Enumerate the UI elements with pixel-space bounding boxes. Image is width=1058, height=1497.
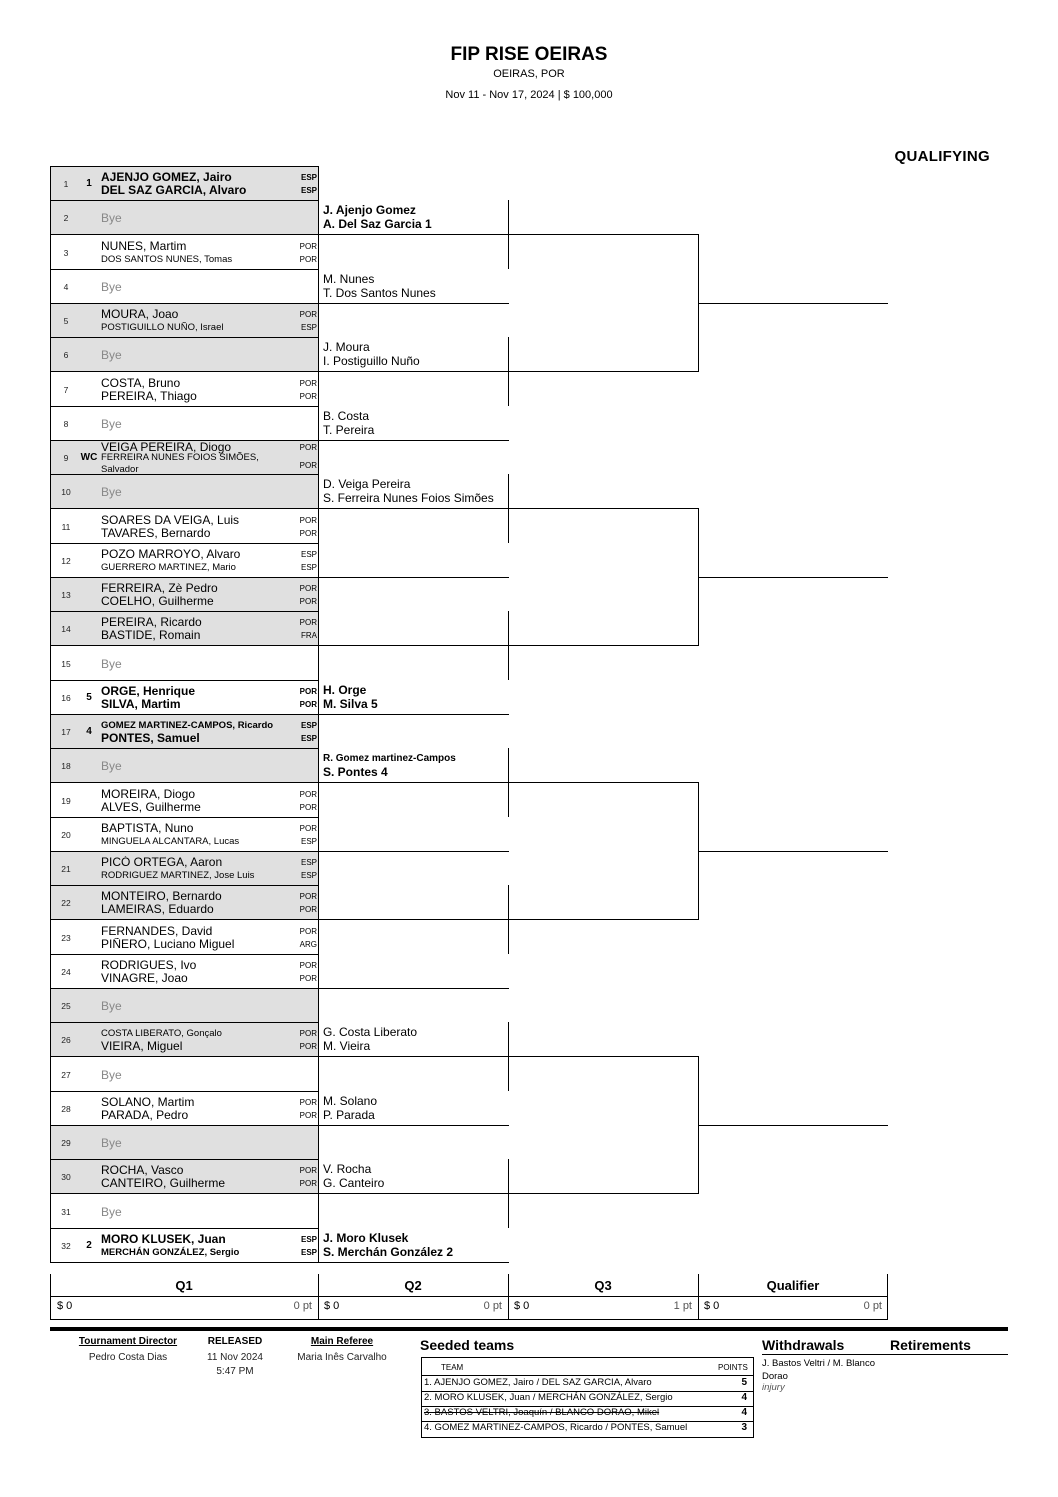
player-name: PEREIRA, Ricardo bbox=[101, 616, 202, 630]
player-name: RODRIGUES, Ivo bbox=[101, 958, 197, 972]
draw-slot bbox=[51, 681, 318, 715]
footer-rule bbox=[50, 1327, 1008, 1331]
round2-team-line2: T. Pereira bbox=[323, 422, 375, 437]
player-country: ESP bbox=[300, 836, 317, 846]
player-name: VINAGRE, Joao bbox=[101, 971, 188, 985]
player-country: POR bbox=[299, 1097, 317, 1107]
slot-number: 3 bbox=[63, 247, 69, 258]
slot-number: 14 bbox=[61, 624, 71, 635]
player-country: POR bbox=[299, 254, 317, 264]
withdrawals-rule bbox=[762, 1354, 1008, 1355]
bracket-line bbox=[318, 577, 509, 578]
player-country: POR bbox=[299, 960, 317, 970]
seeded-team-header: TEAM bbox=[441, 1363, 464, 1372]
round2-team-line1: H. Orge bbox=[323, 682, 367, 697]
player-name: PEREIRA, Thiago bbox=[101, 389, 197, 403]
slot-number: 4 bbox=[63, 281, 69, 292]
player-name: CANTEIRO, Guilherme bbox=[101, 1177, 226, 1191]
player-name: AJENJO GOMEZ, Jairo bbox=[101, 171, 232, 184]
slot-number: 19 bbox=[61, 795, 71, 806]
draw-slot bbox=[51, 1195, 318, 1229]
draw-slot bbox=[51, 1126, 318, 1160]
slot-number: 7 bbox=[63, 384, 69, 395]
slot-number: 2 bbox=[63, 213, 69, 224]
bracket-line bbox=[318, 1262, 509, 1263]
draw-slot bbox=[51, 304, 318, 338]
slot-number: 17 bbox=[61, 727, 71, 737]
slot-number: 8 bbox=[63, 418, 69, 429]
slot-number: 32 bbox=[61, 1240, 71, 1251]
bracket-line bbox=[508, 1193, 699, 1194]
slot-number: 10 bbox=[61, 487, 71, 498]
bracket-line bbox=[318, 1125, 509, 1126]
player-country: ESP bbox=[300, 871, 317, 880]
bracket-line bbox=[698, 577, 888, 578]
player-name: MINGUELA ALCANTARA, Lucas bbox=[101, 835, 240, 847]
seeded-points-header: POINTS bbox=[718, 1363, 748, 1372]
bracket-line bbox=[508, 508, 699, 509]
round2-team-line2: S. Merchán González 2 bbox=[323, 1244, 454, 1259]
player-name: BASTIDE, Romain bbox=[101, 629, 201, 643]
player-country: POR bbox=[299, 378, 317, 388]
bracket-line bbox=[318, 234, 509, 235]
slot-number: 28 bbox=[61, 1103, 71, 1114]
slot-number: 29 bbox=[61, 1138, 71, 1148]
draw-slot bbox=[51, 201, 318, 235]
draw-slot bbox=[51, 338, 318, 372]
player-country: POR bbox=[299, 461, 317, 470]
draw-slot bbox=[51, 270, 318, 304]
player-name: COSTA LIBERATO, Gonçalo bbox=[101, 1028, 222, 1040]
player-country: ESP bbox=[300, 549, 317, 559]
player-name: PARADA, Pedro bbox=[101, 1108, 189, 1122]
bracket-line bbox=[318, 714, 509, 715]
draw-slot bbox=[51, 852, 318, 886]
player-country: POR bbox=[299, 443, 317, 452]
round2-team-line1: J. Ajenjo Gomez bbox=[323, 203, 416, 217]
slot-number: 24 bbox=[61, 966, 71, 977]
draw-slot bbox=[51, 818, 318, 852]
draw-slot bbox=[51, 1023, 318, 1057]
round2-team-line1: J. Moro Klusek bbox=[323, 1230, 409, 1245]
round2-team-line2: M. Silva 5 bbox=[323, 696, 378, 711]
player-name: ROCHA, Vasco bbox=[101, 1164, 184, 1178]
player-name: GOMEZ MARTINEZ-CAMPOS, Ricardo bbox=[101, 720, 274, 731]
player-name: MOURA, Joao bbox=[101, 308, 179, 321]
round-q1-name: Q1 bbox=[175, 1278, 193, 1293]
player-name: MERCHÁN GONZÁLEZ, Sergio bbox=[101, 1246, 240, 1258]
player-country: POR bbox=[299, 1179, 317, 1189]
draw-slot bbox=[51, 784, 318, 818]
seed-badge: 1 bbox=[86, 178, 92, 189]
seeded-team-points: 5 bbox=[741, 1377, 747, 1388]
player-country: ESP bbox=[300, 734, 317, 743]
round-qualifier-points: 0 pt bbox=[863, 1300, 882, 1312]
slot-number: 27 bbox=[61, 1069, 71, 1080]
player-name: POZO MARROYO, Alvaro bbox=[101, 547, 241, 561]
bracket-line bbox=[508, 1056, 699, 1057]
player-country: ESP bbox=[300, 323, 317, 332]
bracket-line bbox=[508, 234, 699, 235]
bracket-line bbox=[508, 645, 699, 646]
round2-team-line1: D. Veiga Pereira bbox=[323, 477, 411, 491]
bye-label: Bye bbox=[101, 1067, 122, 1082]
bye-label: Bye bbox=[101, 348, 122, 363]
round2-team-line2: T. Dos Santos Nunes bbox=[323, 285, 436, 300]
player-country: POR bbox=[299, 892, 317, 902]
bracket-line bbox=[318, 851, 509, 852]
round2-team-line1: G. Costa Liberato bbox=[323, 1025, 418, 1039]
player-name: PIÑERO, Luciano Miguel bbox=[101, 937, 235, 951]
player-country: POR bbox=[299, 584, 317, 593]
round2-team-line2: S. Pontes 4 bbox=[323, 765, 388, 779]
player-country: POR bbox=[299, 802, 317, 812]
tournament-location: OEIRAS, POR bbox=[493, 68, 565, 80]
seeded-team-points: 4 bbox=[741, 1392, 747, 1403]
player-country: POR bbox=[299, 973, 317, 983]
seed-badge: 5 bbox=[86, 691, 92, 703]
bracket-line bbox=[318, 782, 509, 783]
player-name: VEIGA PEREIRA, Diogo bbox=[101, 441, 232, 454]
bye-label: Bye bbox=[101, 1204, 122, 1219]
round2-team-line1: V. Rocha bbox=[323, 1162, 372, 1176]
player-country: POR bbox=[299, 699, 317, 709]
bracket-line bbox=[318, 303, 509, 304]
seeded-team-name: 3. BASTOS VELTRI, Joaquín / BLANCO DORAO, Mikel bbox=[424, 1407, 660, 1418]
draw-slot bbox=[51, 1160, 318, 1194]
seeded-team-name: 1. AJENJO GOMEZ, Jairo / DEL SAZ GARCIA, Alvaro bbox=[424, 1377, 652, 1388]
player-country: ARG bbox=[299, 939, 317, 949]
slot-number: 21 bbox=[61, 864, 71, 874]
released-date: 11 Nov 2024 bbox=[207, 1352, 263, 1363]
round-q1-money: $ 0 bbox=[57, 1300, 73, 1312]
bye-label: Bye bbox=[101, 1136, 122, 1150]
player-name: SOLANO, Martim bbox=[101, 1095, 195, 1109]
director-label: Tournament Director bbox=[78, 1336, 178, 1347]
seed-badge: 4 bbox=[86, 726, 92, 737]
player-name: COSTA, Bruno bbox=[101, 376, 181, 390]
slot-number: 18 bbox=[61, 761, 71, 772]
round-q3-name: Q3 bbox=[594, 1278, 612, 1293]
round2-team-line2: M. Vieira bbox=[323, 1039, 371, 1053]
slot-number: 30 bbox=[61, 1172, 71, 1183]
seeded-team-name: 2. MORO KLUSEK, Juan / MERCHÁN GONZÁLEZ, Sergio bbox=[424, 1392, 673, 1403]
seeded-header-rule bbox=[421, 1375, 754, 1376]
bracket-line bbox=[318, 440, 509, 441]
seeded-team-points: 4 bbox=[741, 1407, 747, 1418]
player-name: SOARES DA VEIGA, Luis bbox=[101, 513, 240, 527]
slot-number: 12 bbox=[61, 555, 71, 566]
draw-slot bbox=[51, 167, 318, 201]
player-country: POR bbox=[299, 926, 317, 936]
player-country: POR bbox=[299, 686, 317, 696]
slot-number: 9 bbox=[63, 453, 69, 463]
slot-number: 23 bbox=[61, 932, 71, 943]
round2-team-line1: J. Moura bbox=[323, 340, 370, 354]
bracket-line bbox=[318, 1193, 509, 1194]
player-name: RODRIGUEZ MARTINEZ, Jose Luis bbox=[101, 870, 255, 881]
slot-number: 5 bbox=[63, 316, 69, 326]
draw-slot bbox=[51, 647, 318, 681]
withdrawals-label: Withdrawals bbox=[762, 1337, 845, 1353]
player-name: FERREIRA NUNES FOIOS SIMÕES, Salvador bbox=[101, 452, 259, 475]
player-country: ESP bbox=[300, 562, 317, 572]
draw-slot bbox=[51, 1229, 318, 1263]
slot-number: 15 bbox=[61, 658, 71, 669]
player-country: POR bbox=[299, 241, 317, 251]
bye-label: Bye bbox=[101, 416, 122, 431]
round2-team-line2: P. Parada bbox=[323, 1107, 375, 1122]
player-country: ESP bbox=[300, 173, 317, 182]
player-name: ALVES, Guilherme bbox=[101, 800, 201, 814]
bye-label: Bye bbox=[101, 211, 122, 226]
player-country: POR bbox=[299, 1166, 317, 1176]
retirements-label: Retirements bbox=[890, 1337, 971, 1353]
player-name: PICÓ ORTEGA, Aaron bbox=[101, 856, 223, 869]
released-time: 5:47 PM bbox=[216, 1366, 254, 1377]
bracket-line bbox=[508, 371, 699, 372]
withdrawal-reason: injury bbox=[762, 1382, 785, 1393]
slot-number: 1 bbox=[63, 179, 69, 189]
bye-label: Bye bbox=[101, 485, 122, 500]
bye-label: Bye bbox=[101, 279, 122, 294]
player-country: ESP bbox=[300, 1234, 317, 1244]
player-name: PONTES, Samuel bbox=[101, 732, 200, 745]
slot-number: 11 bbox=[61, 521, 71, 532]
bracket-line bbox=[318, 1056, 509, 1057]
seeded-team-name: 4. GOMEZ MARTINEZ-CAMPOS, Ricardo / PONTES, Samuel bbox=[424, 1422, 688, 1433]
player-country: ESP bbox=[300, 858, 317, 867]
bye-label: Bye bbox=[101, 759, 122, 774]
player-country: FRA bbox=[301, 631, 317, 641]
draw-slot bbox=[51, 1058, 318, 1092]
round-q2-name: Q2 bbox=[404, 1278, 422, 1293]
slot-number: 16 bbox=[61, 692, 71, 703]
player-country: POR bbox=[299, 618, 317, 628]
slot-number: 20 bbox=[61, 829, 71, 840]
draw-slot bbox=[51, 373, 318, 407]
player-name: POSTIGUILLO NUÑO, Israel bbox=[101, 322, 224, 333]
round2-team-line1: M. Nunes bbox=[323, 271, 375, 286]
player-name: MONTEIRO, Bernardo bbox=[101, 890, 222, 904]
withdrawal-team: J. Bastos Veltri / M. Blanco Dorao bbox=[762, 1358, 875, 1382]
player-name: TAVARES, Bernardo bbox=[101, 526, 211, 540]
player-name: DOS SANTOS NUNES, Tomas bbox=[101, 253, 233, 265]
player-name: FERREIRA, Zè Pedro bbox=[101, 582, 218, 595]
bracket-line bbox=[318, 371, 509, 372]
player-country: ESP bbox=[300, 186, 317, 195]
bracket-line bbox=[698, 1125, 888, 1126]
bracket-line bbox=[508, 782, 699, 783]
draw-slot bbox=[51, 989, 318, 1023]
draw-slot bbox=[51, 749, 318, 783]
round-q2-money: $ 0 bbox=[324, 1300, 340, 1312]
round2-team-line2: G. Canteiro bbox=[323, 1176, 385, 1190]
draw-slot bbox=[51, 921, 318, 955]
round-q2-points: 0 pt bbox=[483, 1300, 502, 1312]
draw-slot bbox=[51, 955, 318, 989]
player-name: MORO KLUSEK, Juan bbox=[101, 1232, 226, 1246]
player-name: ORGE, Henrique bbox=[101, 684, 196, 698]
player-name: MOREIRA, Diogo bbox=[101, 787, 196, 801]
tournament-dates-prize: Nov 11 - Nov 17, 2024 | $ 100,000 bbox=[445, 89, 613, 101]
draw-slot bbox=[51, 886, 318, 920]
bracket-line bbox=[698, 303, 888, 304]
round-qualifier-name: Qualifier bbox=[766, 1278, 820, 1293]
referee-name: Maria Inês Carvalho bbox=[297, 1352, 387, 1363]
round-q1-points: 0 pt bbox=[293, 1300, 312, 1312]
round2-team-line1: R. Gomez martinez-Campos bbox=[323, 753, 456, 764]
slot-number: 6 bbox=[63, 350, 69, 361]
round2-team-line2: A. Del Saz Garcia 1 bbox=[323, 217, 432, 231]
draw-slot bbox=[51, 236, 318, 270]
player-country: POR bbox=[299, 1042, 317, 1052]
bracket-line bbox=[318, 645, 509, 646]
draw-slot bbox=[51, 715, 318, 749]
tournament-title: FIP RISE OEIRAS bbox=[450, 44, 608, 65]
seeded-team-points: 3 bbox=[741, 1422, 747, 1433]
player-name: LAMEIRAS, Eduardo bbox=[101, 903, 214, 917]
draw-first-round bbox=[50, 166, 319, 1263]
rounds-row-divider bbox=[50, 1296, 888, 1297]
bye-label: Bye bbox=[101, 999, 122, 1013]
player-name: COELHO, Guilherme bbox=[101, 595, 214, 608]
draw-slot bbox=[51, 1092, 318, 1126]
player-name: SILVA, Martim bbox=[101, 697, 181, 711]
player-name: FERNANDES, David bbox=[101, 924, 213, 938]
player-name: NUNES, Martim bbox=[101, 239, 187, 253]
seeded-teams-label: Seeded teams bbox=[420, 1337, 515, 1353]
bye-label: Bye bbox=[101, 656, 122, 671]
player-country: POR bbox=[299, 528, 317, 538]
draw-slot bbox=[51, 578, 318, 612]
draw-slot bbox=[51, 407, 318, 441]
draw-slot bbox=[51, 544, 318, 578]
player-country: POR bbox=[299, 597, 317, 606]
draw-slot bbox=[51, 441, 318, 475]
player-country: POR bbox=[299, 1029, 317, 1039]
seed-badge: WC bbox=[80, 452, 98, 463]
director-name: Pedro Costa Dias bbox=[88, 1352, 168, 1363]
slot-number: 26 bbox=[61, 1035, 71, 1046]
bracket-line bbox=[698, 851, 888, 852]
bracket-line bbox=[318, 508, 509, 509]
released-label: RELEASED bbox=[207, 1336, 263, 1347]
slot-number: 31 bbox=[61, 1206, 71, 1217]
draw-slot bbox=[51, 510, 318, 544]
bracket-line bbox=[508, 919, 699, 920]
round-q3-money: $ 0 bbox=[514, 1300, 530, 1312]
player-name: GUERRERO MARTINEZ, Mario bbox=[101, 561, 236, 573]
player-country: POR bbox=[299, 391, 317, 401]
player-country: POR bbox=[299, 905, 317, 915]
round2-team-line2: I. Postiguillo Nuño bbox=[323, 354, 420, 368]
player-country: ESP bbox=[300, 1247, 317, 1257]
player-country: POR bbox=[299, 1110, 317, 1120]
round2-team-line1: B. Costa bbox=[323, 408, 370, 423]
player-country: POR bbox=[299, 515, 317, 525]
seed-badge: 2 bbox=[86, 1239, 92, 1251]
round-qualifier-money: $ 0 bbox=[704, 1300, 720, 1312]
player-country: POR bbox=[299, 789, 317, 799]
bracket-line bbox=[318, 919, 509, 920]
draw-slot bbox=[51, 475, 318, 509]
bracket-line bbox=[318, 988, 509, 989]
player-name: DEL SAZ GARCIA, Alvaro bbox=[101, 184, 247, 197]
round2-team-line1: M. Solano bbox=[323, 1093, 378, 1108]
round-q3-points: 1 pt bbox=[673, 1300, 692, 1312]
player-country: POR bbox=[299, 823, 317, 833]
slot-number: 25 bbox=[61, 1001, 71, 1011]
player-country: ESP bbox=[300, 721, 317, 730]
player-country: POR bbox=[299, 310, 317, 319]
player-name: VIEIRA, Miguel bbox=[101, 1040, 183, 1054]
player-name: BAPTISTA, Nuno bbox=[101, 821, 194, 835]
slot-number: 22 bbox=[61, 898, 71, 909]
draw-slot bbox=[51, 612, 318, 646]
round2-team-line2: S. Ferreira Nunes Foios Simões bbox=[323, 491, 494, 505]
referee-label: Main Referee bbox=[310, 1336, 374, 1347]
slot-number: 13 bbox=[61, 590, 71, 600]
qualifying-label: QUALIFYING bbox=[894, 148, 990, 165]
